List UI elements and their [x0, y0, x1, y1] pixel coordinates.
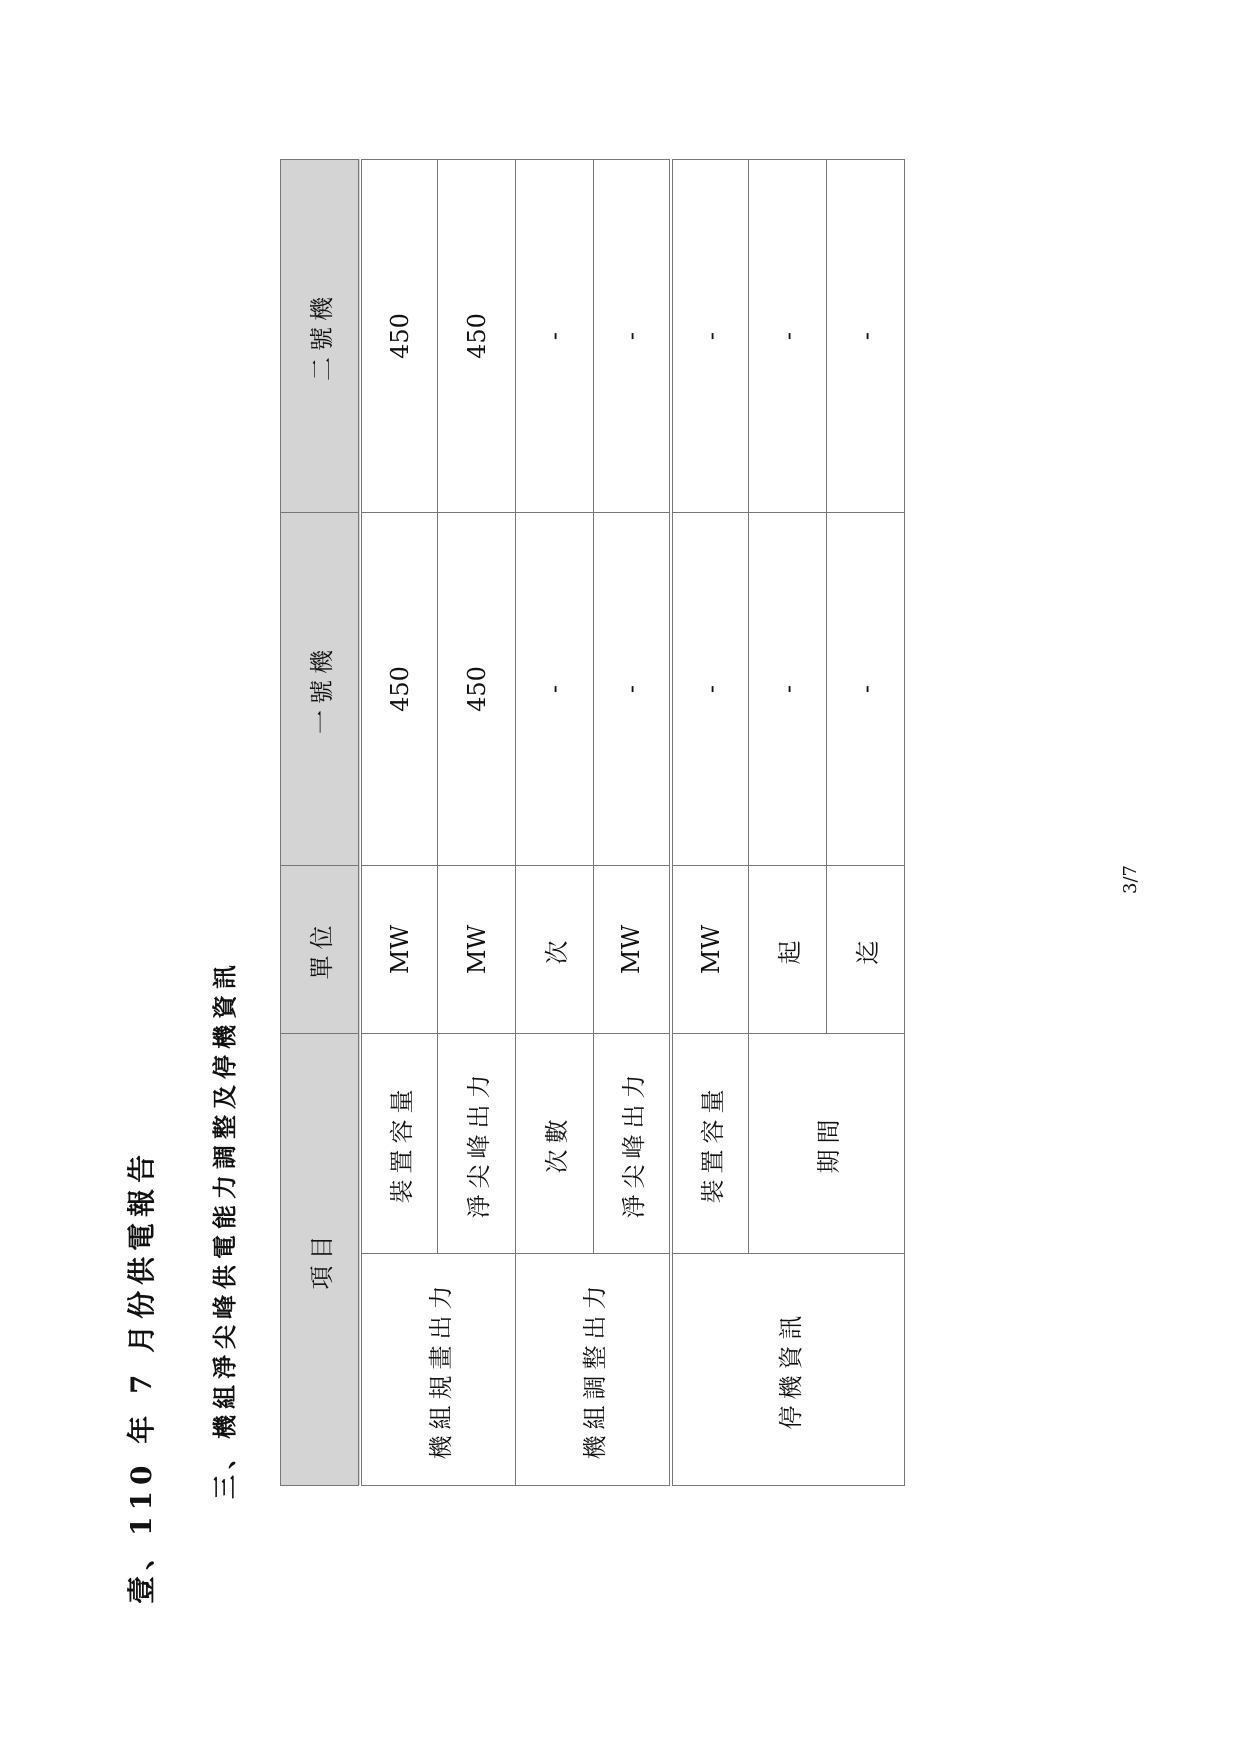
row-unit: MW — [360, 866, 438, 1034]
group-outage-info: 停機資訊 — [671, 1254, 904, 1486]
cell-unit1: - — [593, 513, 671, 866]
cell-unit1: - — [671, 513, 749, 866]
row-label: 裝置容量 — [360, 1034, 438, 1254]
row-label: 次數 — [516, 1034, 594, 1254]
row-unit: MW — [593, 866, 671, 1034]
table-header-row — [281, 160, 361, 1486]
group-planned-output: 機組規畫出力 — [360, 1254, 516, 1486]
row-unit: MW — [438, 866, 516, 1034]
row-unit: 次 — [516, 866, 594, 1034]
cell-unit1: 450 — [360, 513, 438, 866]
cell-unit2: - — [516, 160, 594, 513]
row-label: 淨尖峰出力 — [593, 1034, 671, 1254]
header-unit: 單位 — [281, 866, 361, 1034]
table-row — [360, 160, 438, 1486]
row-unit-end: 迄 — [827, 866, 905, 1034]
header-unit1: 一號機 — [281, 513, 361, 866]
outage-info-table — [280, 159, 905, 1486]
cell-unit1: - — [749, 513, 827, 866]
row-label-period: 期間 — [749, 1034, 905, 1254]
header-unit2: 二號機 — [281, 160, 361, 513]
report-heading: 壹、110 年 7 月份供電報告 — [125, 1148, 158, 1604]
cell-unit2: - — [827, 160, 905, 513]
cell-unit2: 450 — [360, 160, 438, 513]
cell-unit1: 450 — [438, 513, 516, 866]
header-item: 項目 — [281, 1034, 361, 1486]
row-label: 裝置容量 — [671, 1034, 749, 1254]
cell-unit1: - — [516, 513, 594, 866]
cell-unit1: - — [827, 513, 905, 866]
row-unit-start: 起 — [749, 866, 827, 1034]
cell-unit2: - — [593, 160, 671, 513]
group-adjusted-output: 機組調整出力 — [516, 1254, 672, 1486]
section-title: 三、機組淨尖峰供電能力調整及停機資訊 — [210, 959, 239, 1499]
table-row — [516, 160, 594, 1486]
row-label: 淨尖峰出力 — [438, 1034, 516, 1254]
table-row — [671, 160, 749, 1486]
cell-unit2: - — [749, 160, 827, 513]
cell-unit2: 450 — [438, 160, 516, 513]
cell-unit2: - — [671, 160, 749, 513]
page-number: 3/7 — [1120, 865, 1141, 894]
row-unit: MW — [671, 866, 749, 1034]
